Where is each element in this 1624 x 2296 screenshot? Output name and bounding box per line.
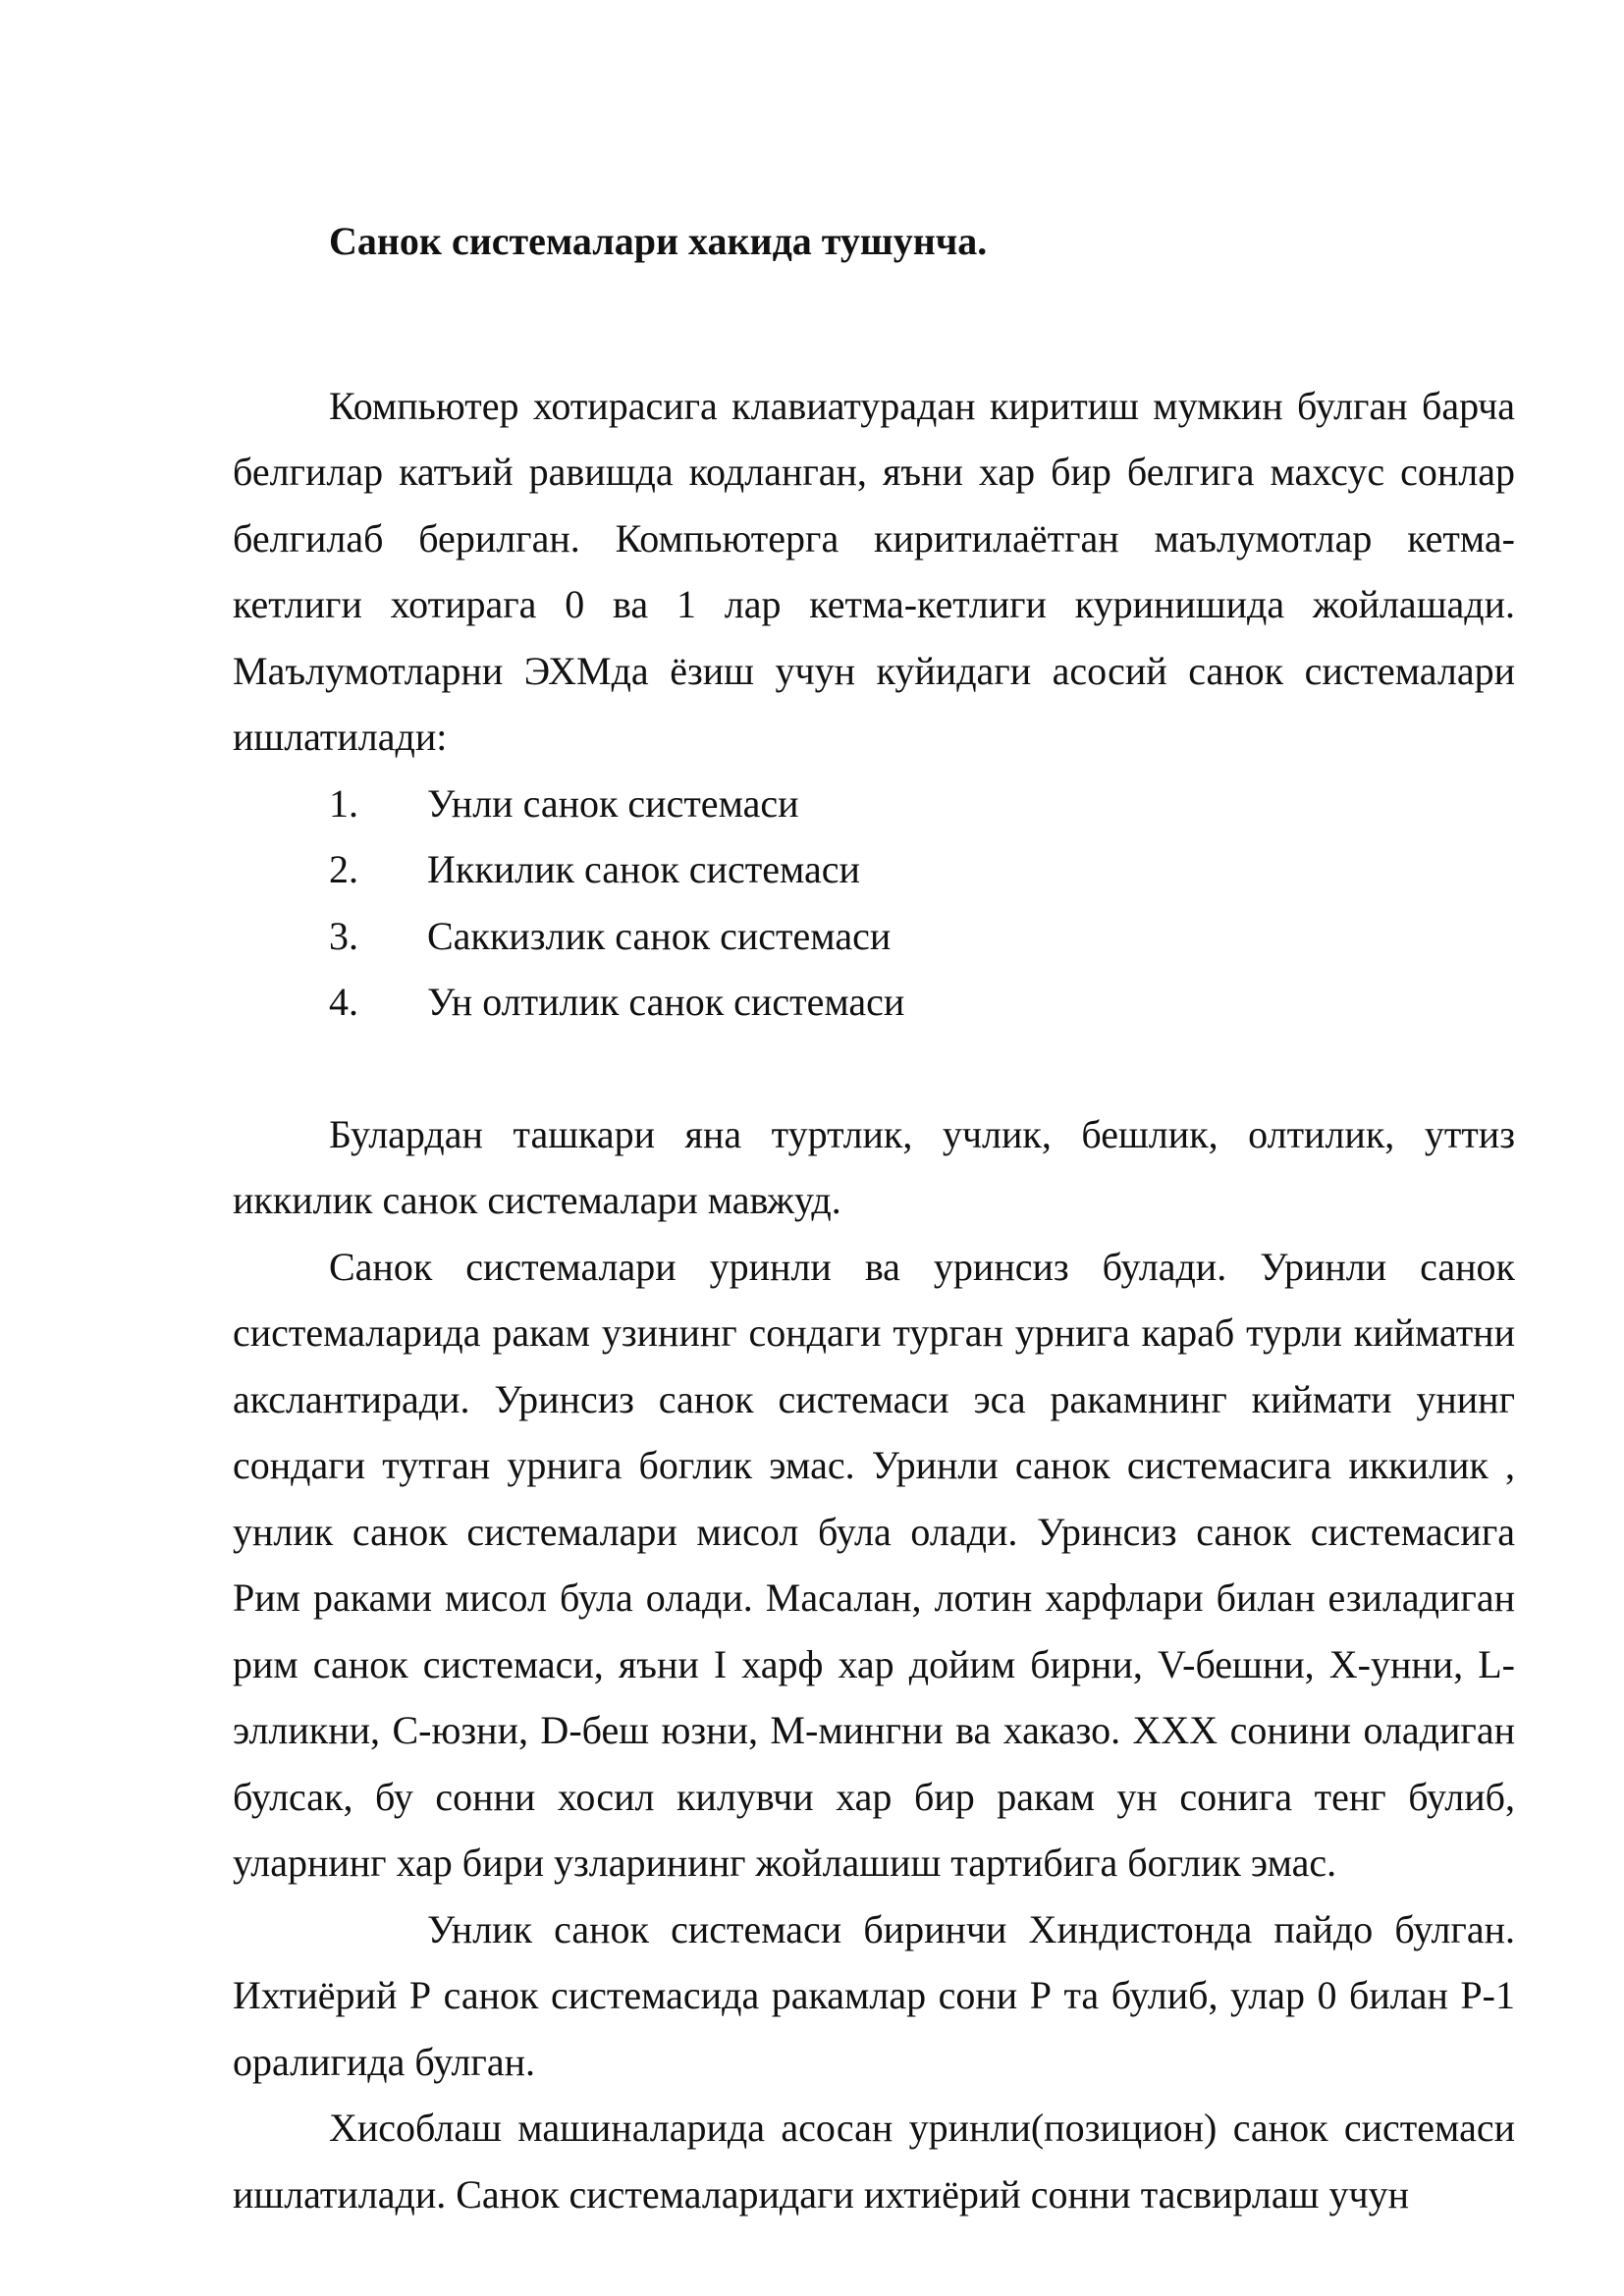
- list-item-number: 2.: [329, 847, 358, 891]
- document-body: [233, 208, 1515, 2227]
- paragraph-other-systems: Булардан ташкари яна туртлик, учлик, бешлик, олтилик, уттиз иккилик санок системалари мавжуд.: [233, 1111, 1515, 1222]
- list-item-number: 1.: [329, 780, 358, 826]
- list-item-number: 4.: [329, 980, 358, 1024]
- list-item-text: Иккилик санок системаси: [427, 847, 860, 891]
- paragraph-decimal-origin: Унлик санок системаси биринчи Хиндистонда пайдо булган. Ихтиёрий Р санок системасида ракамлар сони Р та булиб, улар 0 билан Р-1 оралигида булган.: [233, 1906, 1515, 2084]
- numeral-systems-list: [233, 771, 1515, 1036]
- list-item: [233, 836, 1515, 903]
- list-item: [233, 969, 1515, 1036]
- list-item-text: Саккизлик санок системаси: [427, 913, 892, 958]
- list-spacer: [233, 1036, 1515, 1101]
- list-item-text: Ун олтилик санок системаси: [427, 980, 905, 1024]
- paragraph-computing-usage: Хисоблаш машиналарида асосан уринли(позицион) санок системаси ишлатилади. Санок системаларидаги ихтиёрий сонни тасвирлаш учун: [233, 2106, 1515, 2216]
- list-item-text: Унли санок системаси: [427, 780, 799, 826]
- list-item-number: 3.: [329, 913, 358, 958]
- paragraph-positional-systems: Санок системалари уринли ва уринсиз булади. Уринли санок системаларида ракам узининг сондаги турган урнига караб турли кийматни акслантиради. Уринсиз санок системаси эса ракамнинг киймати унинг сондаги тутган урнига боглик эмас. Уринли санок системасига иккилик , унлик санок системалари мисол була олади. Уринсиз санок системасига Рим раками мисол була олади. Масалан, лотин харфлари билан езиладиган рим санок системаси, яъни I харф хар дойим бирни, V-бешни, X-унни, L-элликни, C-юзни, D-беш юзни, M-мингни ва хаказо. XXX сонини оладиган булсак, бу сонни хосил килувчи хар бир ракам ун сонига тенг булиб, уларнинг хар бири узларининг жойлашиш тартибига боглик эмас.: [233, 1244, 1515, 1885]
- list-item: [233, 903, 1515, 970]
- title-spacer: [233, 275, 1515, 373]
- intro-paragraph: Компьютер хотирасига клавиатурадан киритиш мумкин булган барча белгилар катъий равишда кодланган, яъни хар бир белгига махсус сонлар белгилаб берилган. Компьютерга киритилаётган маълумотлар кетма-кетлиги хотирага 0 ва 1 лар кетма-кетлиги куринишида жойлашади. Маълумотларни ЭХМда ёзиш учун куйидаги асосий санок системалари ишлатилади:: [233, 383, 1515, 759]
- list-item: [233, 771, 1515, 837]
- document-title: Санок системалари хакида тушунча.: [329, 219, 988, 263]
